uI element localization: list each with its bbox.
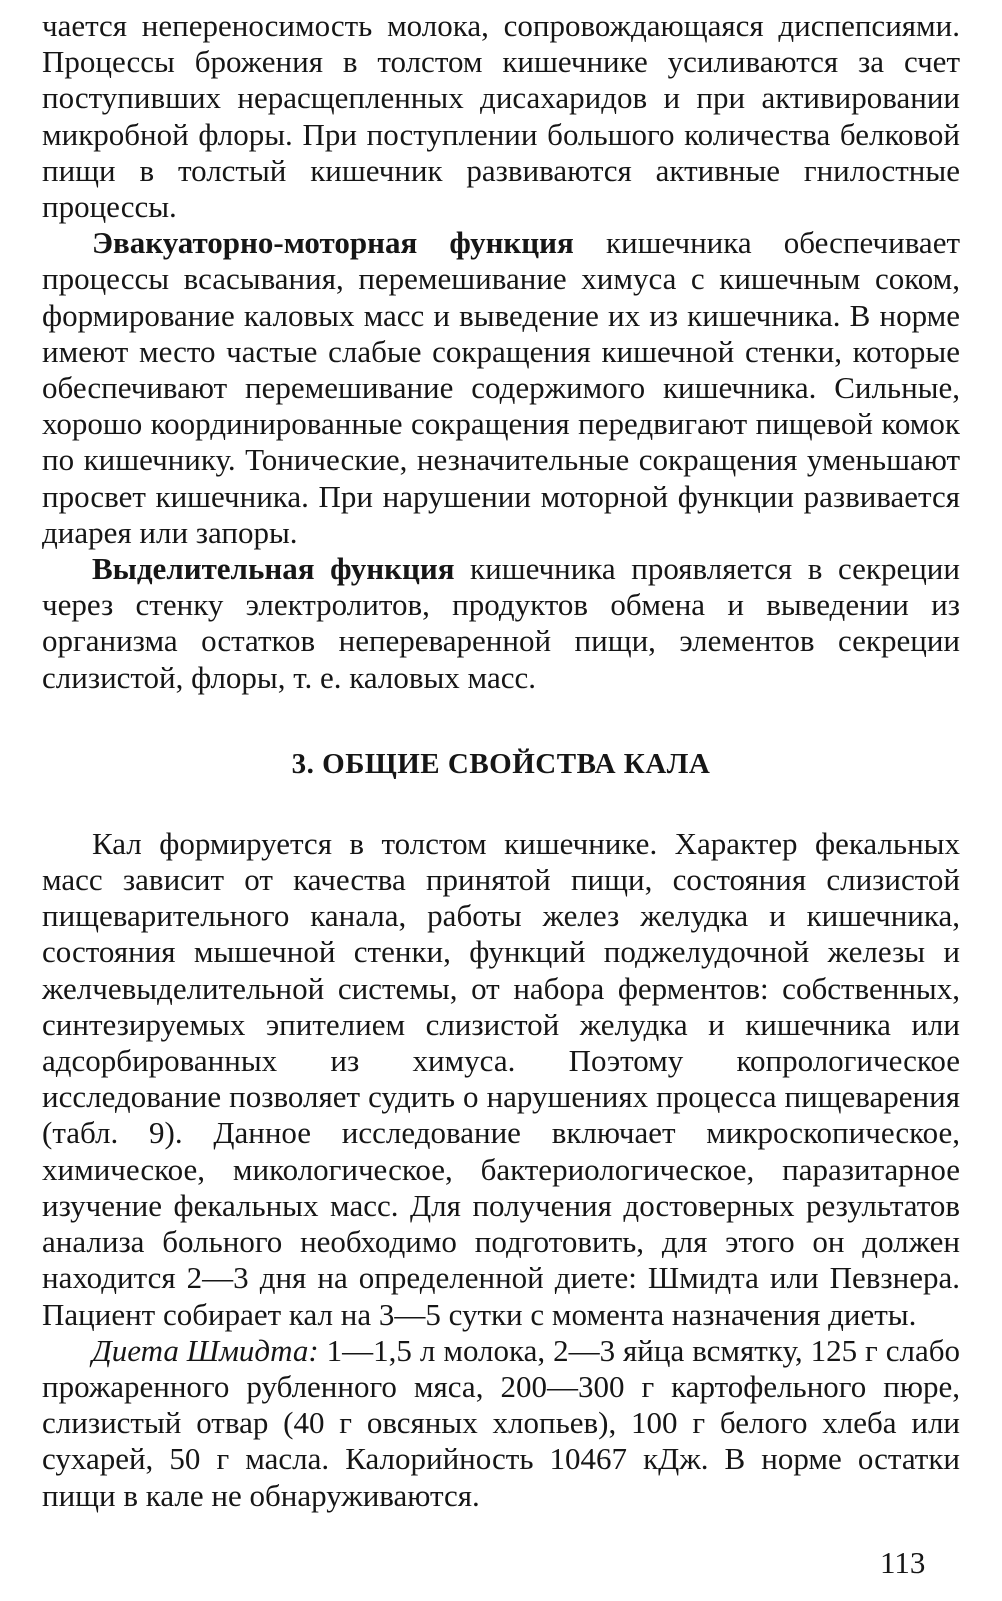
paragraph-schmidt-diet <box>42 1333 960 1514</box>
section-heading: 3. ОБЩИЕ СВОЙСТВА КАЛА <box>291 747 711 780</box>
excretory-function-text: кишечника проявляется в секреции через стенку электролитов, продуктов обмена и выведении из организма остатков непереваренной пищи, элементов секреции слизистой, флоры, т. е. каловых масс. <box>42 551 960 695</box>
paragraph-motor-function <box>42 225 960 551</box>
paragraph-stool-formation: Кал формируется в толстом кишечнике. Характер фекальных масс зависит от качества принятой пищи, состояния слизистой пищеварительного канала, работы желез желудка и кишечника, состояния мышечной стенки, функций поджелудочной железы и желчевыделительной системы, от набора ферментов: собственных, синтезируемых эпителием слизистой желудка и кишечника или адсорбированных из химуса. Поэтому копрологическое исследование позволяет судить о нарушениях процесса пищеварения (табл. 9). Данное исследование включает микроскопическое, химическое, микологическое, бактериологическое, паразитарное изучение фекальных масс. Для получения достоверных результатов анализа больного необходимо подготовить, для этого он должен находится 2—3 дня на определенной диете: Шмидта или Певзнера. Пациент собирает кал на 3—5 сутки с момента назначения диеты. <box>42 825 960 1332</box>
term-excretory-function: Выделительная функция <box>92 551 455 587</box>
paragraph-lactose-intolerance: чается непереносимость молока, сопровождающаяся диспепсиями. Процессы брожения в толстом кишечнике усиливаются за счет поступивших нерасщепленных дисахаридов и при активировании микробной флоры. При поступлении большого количества белковой пищи в толстый кишечник развиваются активные гнилостные процессы. <box>42 8 960 225</box>
paragraph-excretory-function <box>42 551 960 696</box>
motor-function-text: кишечника обеспечивает процессы всасывания, перемешивание химуса с кишечным соком, формирование каловых масс и выведение их из кишечника. В норме имеют место частые слабые сокращения кишечной стенки, которые обеспечивают перемешивание содержимого кишечника. Сильные, хорошо координированные сокращения передвигают пищевой комок по кишечнику. Тонические, незначительные сокращения уменьшают просвет кишечника. При нарушении моторной функции развивается диарея или запоры. <box>42 225 960 550</box>
page-number: 113 <box>880 1545 926 1580</box>
schmidt-diet-text: 1—1,5 л молока, 2—3 яйца всмятку, 125 г слабо прожаренного рубленного мяса, 200—300 г картофельного пюре, слизистый отвар (40 г овсяных хлопьев), 100 г белого хлеба или сухарей, 50 г масла. Калорийность 10467 кДж. В норме остатки пищи в кале не обнаруживаются. <box>42 1332 960 1513</box>
term-schmidt-diet: Диета Шмидта: <box>92 1332 319 1368</box>
page-body <box>42 8 960 1514</box>
term-motor-function: Эвакуаторно-моторная функция <box>92 225 574 261</box>
